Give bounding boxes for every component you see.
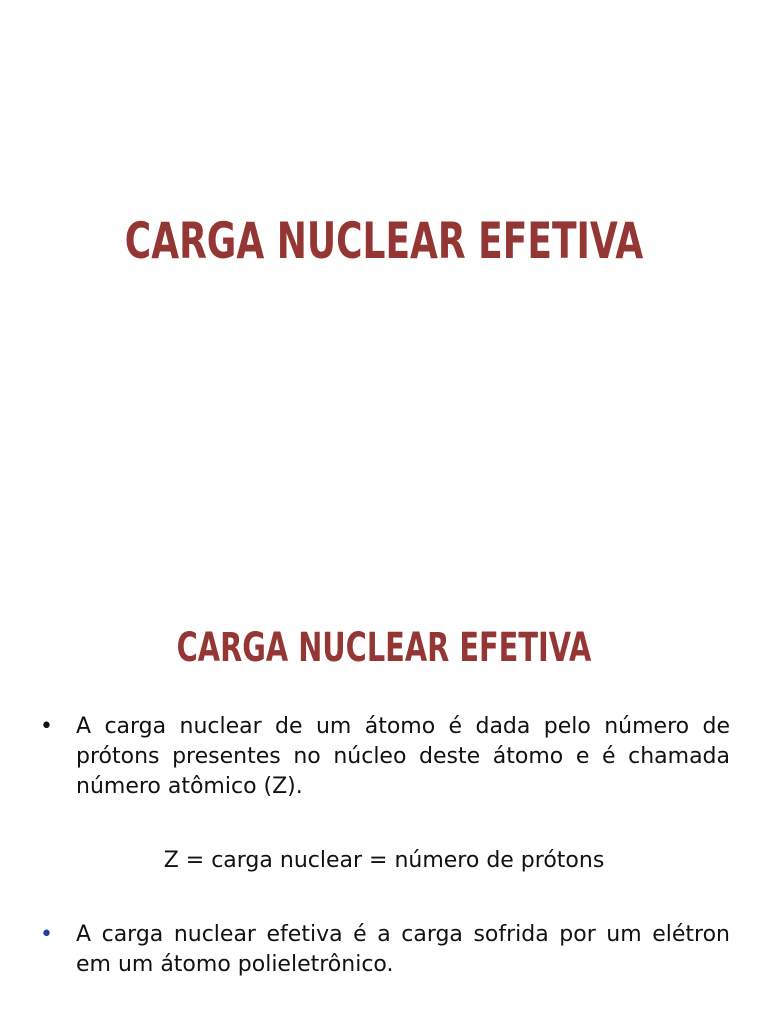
formula-line: Z = carga nuclear = número de prótons xyxy=(163,848,605,873)
bullet-item xyxy=(40,712,730,802)
content-slide xyxy=(0,576,768,1024)
bullet-text: A carga nuclear de um átomo é dada pelo número de prótons presentes no núcleo deste átomo e é chamada número atômico (Z). xyxy=(76,714,730,799)
bullet-marker-icon: • xyxy=(40,922,53,947)
bullet-item xyxy=(40,920,730,980)
bullet-text: A carga nuclear efetiva é a carga sofrida por um elétron em um átomo polieletrônico. xyxy=(76,922,730,977)
slide-title: CARGA NUCLEAR EFETIVA xyxy=(124,212,644,270)
slide-title: CARGA NUCLEAR EFETIVA xyxy=(176,625,592,671)
bullet-marker-icon: • xyxy=(40,714,53,739)
